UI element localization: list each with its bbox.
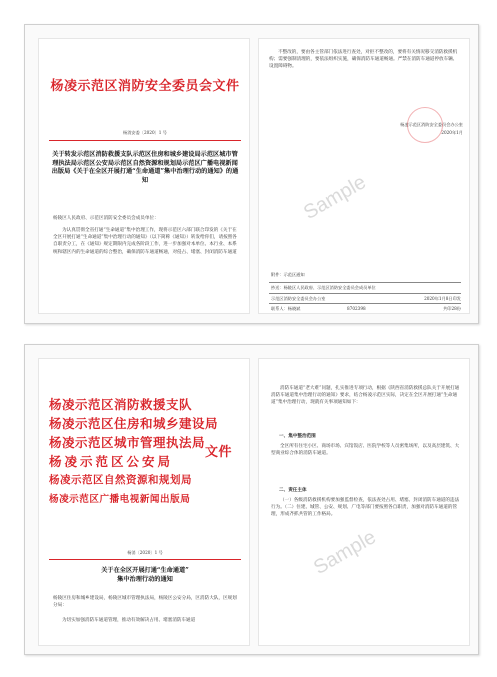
watermark-bottom: Sample	[310, 526, 380, 580]
doc2-org-line: 杨凌示范区自然资源和规划局	[49, 474, 192, 486]
doc2-title-2: 集中治理行动的通知	[117, 576, 173, 583]
doc1-contact: 联系人：杨晓斌	[271, 306, 301, 311]
doc2-title-1: 关于在全区开展打通“生命通道”	[101, 567, 189, 574]
doc1-page2-body: 不整改的，要由各主管部门依法进行查处，对拒不整改的，要将有关情况移交消防救援机构；需要强制清理的，要依法组织实施，确保消防车通道畅通。严禁在消防车通道停放车辆、设置障碍物。	[269, 50, 458, 70]
doc2-org-line: 杨凌示范区住房和城乡建设局	[49, 416, 219, 431]
doc2-recipients: 杨陵区住房和城乡建设局，杨陵区城市管理执法局，杨陵区公安分局，区消防大队，区规划分局：	[53, 596, 237, 609]
doc1-body-1: 为认真贯彻全省打通“生命通道”集中治理工作，现将示范区六部门联合印发的《关于在全区开展打通“生命通道”集中治理行动的通知》（以下简称《通知》）转发给你们，请按照各自职责分工，在《通知》规定期限内完成各阶段工作，进一步加强对本单位、本行业、本系统和辖区内的生命通道的综合整治，确保消防车通道畅通，对侵占、堵塞、封闭消防车通道	[53, 228, 237, 255]
doc1-footer-left: 示范区消防安全委员会办公室	[271, 296, 326, 301]
doc1-page-1	[38, 38, 250, 314]
doc1-phone: 8702398	[347, 306, 366, 311]
doc1-footer-rule-1	[269, 282, 461, 283]
doc2-section-1: 一、集中整治范围	[279, 434, 316, 439]
doc1-cc: 抄送：杨陵区人民政府、示范区消防安全委员会成员单位	[271, 285, 376, 290]
doc1-footer-rule-2	[269, 293, 461, 294]
doc2-doc-word: 文件	[205, 445, 233, 460]
doc2-org-line: 杨凌示范区公安局	[49, 454, 174, 469]
doc2-page-1	[38, 358, 250, 646]
doc1-title: 关于转发示范区消防救援支队示范区住房和城乡建设局示范区城市管理执法局示范区公安局示范区自然资源和规划局示范区广播电视新闻出版局《关于在全区开展打通“生命通道”集中治理行动的通知》的通知	[51, 151, 239, 184]
official-seal	[407, 107, 443, 143]
doc2-doc-number: 杨消〔2020〕1 号	[127, 550, 163, 555]
doc1-page-2	[258, 38, 470, 314]
doc2-org-line: 杨凌示范区城市管理执法局	[49, 435, 206, 450]
doc1-attachment: 附件：示范区通知	[271, 272, 305, 277]
doc2-page2-intro: 消防车通道“老大难”问题，扎实推进专项行动，根据《陕西省消防救援总队关于开展打通消防车通道集中治理行动的通知》要求，结合杨凌示范区实际，决定在全区开展打通“生命通道”集中治理行动，现就有关事项通知如下：	[271, 386, 460, 406]
doc2-page-2	[258, 358, 470, 646]
doc2-org-line: 杨凌示范区广播电视新闻出版局	[49, 494, 191, 505]
doc2-red-rule	[49, 559, 241, 560]
doc1-org-title: 杨凌示范区消防安全委员会文件	[50, 79, 240, 94]
doc1-signer: 杨凌示范区消防安全委员会办公室	[400, 122, 463, 127]
doc2-section-2-text: （一）各级消防救援机构要加强监督检查，依法查处占用、堵塞、封闭消防车通道的违法行为。（二）住建、城管、公安、规划、广电等部门要按照各自职责，加强对消防车通道的管理，形成齐抓共管的工作格局。	[271, 498, 460, 518]
doc2-body-1: 为切实加强消防车通道管理，推动有效解决占用、堵塞消防车通道	[62, 618, 196, 623]
doc1-footer-rule-3	[269, 303, 461, 304]
doc1-recipients: 杨陵区人民政府、示范区消防安全委员会成员单位：	[53, 216, 159, 221]
doc1-red-rule	[49, 140, 241, 141]
doc2-section-2: 二、责任主体	[279, 488, 307, 493]
doc1-footer-right: 2020年1月8日印发	[424, 296, 461, 301]
doc2-section-1-text: 全区所有住宅小区、商场市场、宾馆饭店、医院学校等人员密集场所，以及高层建筑、大型商业综合体的消防车通道。	[271, 444, 460, 457]
watermark-top: Sample	[300, 171, 370, 225]
doc1-date: 2020年1月	[441, 130, 463, 135]
doc1-copies: 共印28份	[443, 306, 461, 311]
doc2-org-line: 杨凌示范区消防救援支队	[49, 397, 193, 412]
doc1-doc-number: 杨消安委〔2020〕1 号	[123, 130, 167, 135]
